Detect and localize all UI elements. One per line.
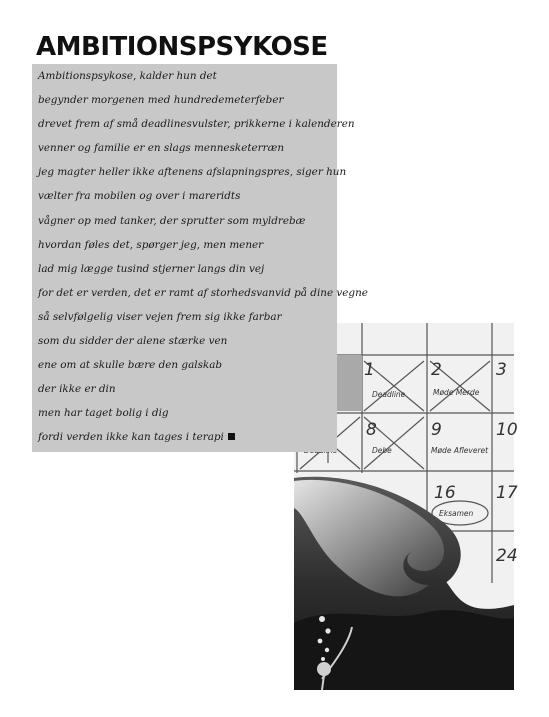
poem-line: som du sidder der alene stærke ven [38,335,228,348]
poem-line: vågner op med tanker, der sprutter som myldrebæ [38,214,306,227]
poem-line: lad mig lægge tusind stjerner langs din vej [38,262,265,275]
calendar-note: Eksamen [439,509,474,518]
calendar-note: Møde Afleveret [431,446,489,455]
poem-line: men har taget bolig i dig [38,407,169,420]
calendar-note: Møde Merde [433,388,480,397]
calendar-day: 3 [496,360,507,380]
calendar-day: 16 [434,483,456,503]
calendar-note: Deadline [372,390,406,399]
poem-line: hvordan føles det, spørger jeg, men mener [38,238,264,251]
poem-lines [38,69,368,455]
poem-line: vælter fra mobilen og over i mareridts [38,190,241,203]
calendar-note: Debe [372,446,392,455]
poem-line: for det er verden, det er ramt af storhedsvanvid på dine vegne [38,286,368,299]
poem-line: så selvfølgelig viser vejen frem sig ikke farbar [38,310,282,323]
calendar-day: 1 [364,360,375,380]
end-mark-icon [228,433,235,440]
poem-line: der ikke er din [38,383,116,396]
calendar-day: 2 [431,360,442,380]
poem-line-text: fordi verden ikke kan tages i terapi [38,431,224,444]
poem-line: ene om at skulle bære den galskab [38,359,223,372]
poem-line-last [38,430,338,454]
poem-line: drevet frem af små deadlinesvulster, prikkerne i kalenderen [38,118,355,131]
calendar-day: 10 [496,420,518,440]
calendar-day: 9 [431,420,442,440]
calendar-day: 24 [496,546,518,566]
poem-title: AMBITIONSPSYKOSE [36,32,328,62]
poem-line: venner og familie er en slags mennesketerræn [38,142,285,155]
poem-line: Ambitionspsykose, kalder hun det [38,70,217,82]
calendar-day: 8 [366,420,377,440]
poem-line: jeg magter heller ikke aftenens afslapningspres, siger hun [38,166,347,179]
poem-line: begynder morgenen med hundredemeterfeber [38,94,284,107]
calendar-day: 17 [496,483,518,503]
